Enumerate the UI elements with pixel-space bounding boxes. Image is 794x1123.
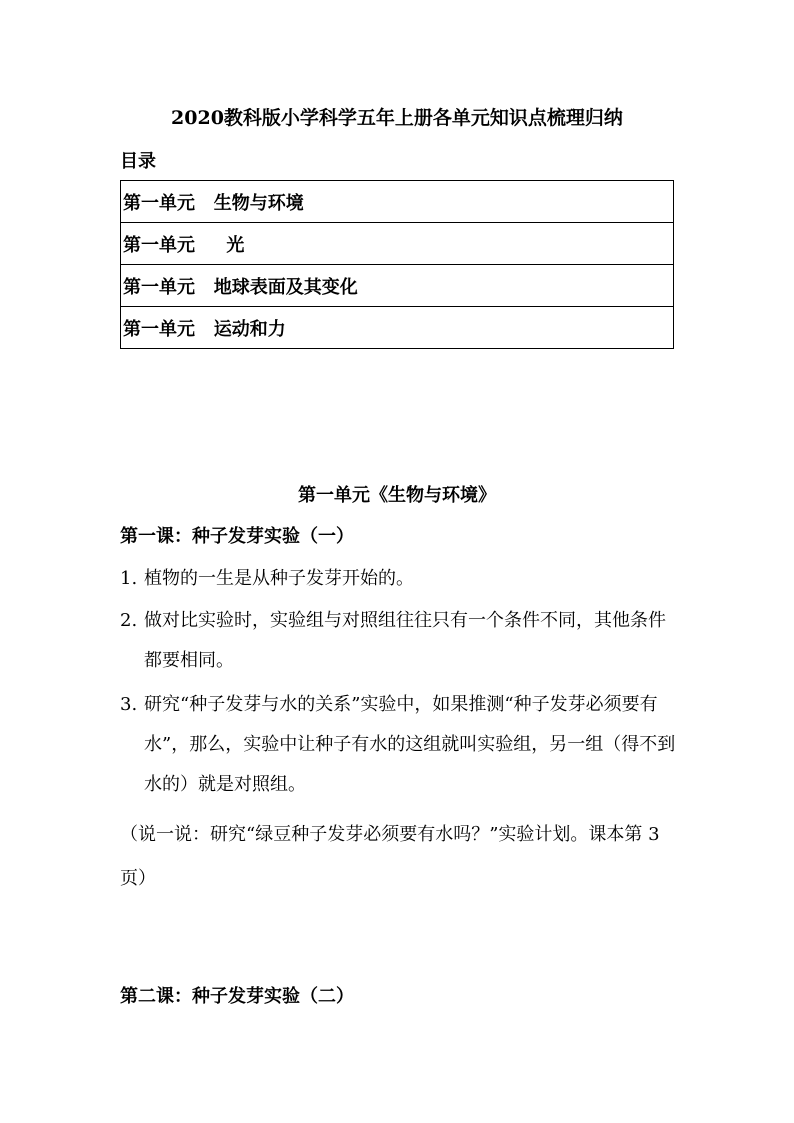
toc-row bbox=[121, 307, 674, 349]
list-item-number: 3. bbox=[120, 694, 138, 715]
lesson-heading: 第一课：种子发芽实验（一） bbox=[120, 526, 354, 547]
toc-row bbox=[121, 265, 674, 307]
list-item bbox=[120, 559, 680, 599]
toc-label: 目录 bbox=[120, 151, 156, 172]
note-paragraph: （说一说：研究“绿豆种子发芽必须要有水吗？”实验计划。课本第 3 页） bbox=[120, 824, 660, 889]
toc-row bbox=[121, 181, 674, 223]
list-item bbox=[120, 601, 680, 681]
list-item bbox=[120, 685, 680, 805]
unit-heading: 第一单元《生物与环境》 bbox=[298, 485, 496, 506]
toc-table bbox=[120, 180, 674, 349]
toc-row bbox=[121, 223, 674, 265]
list-item-number: 1. bbox=[120, 568, 138, 589]
toc-entry: 第一单元 运动和力 bbox=[121, 307, 674, 349]
list-item-text: 研究“种子发芽与水的关系”实验中，如果推测“种子发芽必须要有水”，那么，实验中让种子有水的这组就叫实验组，另一组（得不到水的）就是对照组。 bbox=[144, 694, 676, 795]
list-item-text: 做对比实验时，实验组与对照组往往只有一个条件不同，其他条件都要相同。 bbox=[144, 610, 666, 671]
list-item-number: 2. bbox=[120, 610, 138, 631]
toc-entry: 第一单元 生物与环境 bbox=[121, 181, 674, 223]
toc-entry: 第一单元 地球表面及其变化 bbox=[121, 265, 674, 307]
list-item-text: 植物的一生是从种子发芽开始的。 bbox=[144, 568, 414, 589]
document-title: 2020教科版小学科学五年上册各单元知识点梳理归纳 bbox=[171, 107, 623, 129]
toc-entry: 第一单元 光 bbox=[121, 223, 674, 265]
lesson-heading: 第二课：种子发芽实验（二） bbox=[120, 986, 354, 1007]
